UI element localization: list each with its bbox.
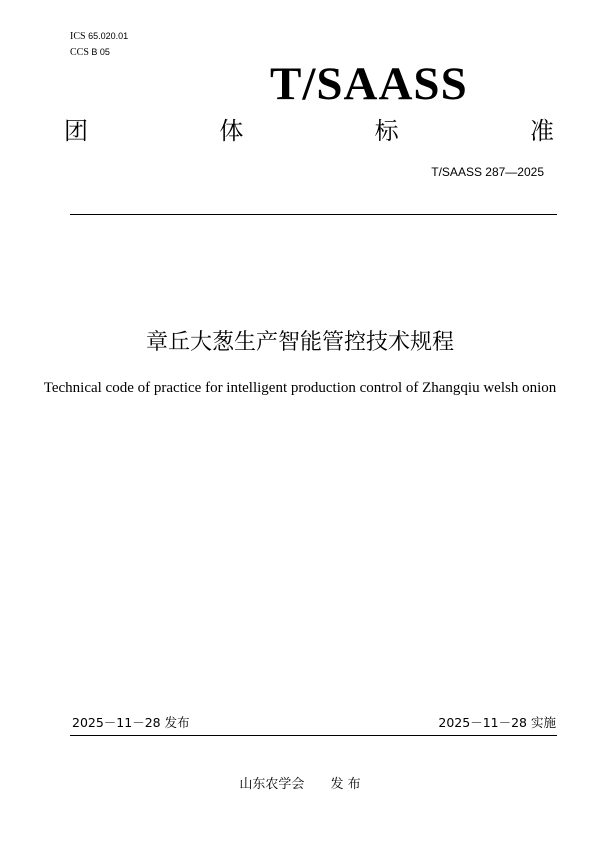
implement-date: 2025－11－28 实施: [438, 715, 556, 730]
ics-classification: [70, 30, 128, 43]
issuer-line: [0, 776, 600, 794]
ccs-classification: [70, 46, 110, 59]
document-title-chinese: 章丘大葱生产智能管控技术规程: [145, 330, 454, 355]
standard-type-heading: [64, 114, 554, 148]
standard-type-char: 准: [529, 117, 554, 145]
footer-divider: [70, 735, 557, 736]
ics-label: ICS: [70, 31, 86, 42]
standard-type-char: 体: [219, 117, 244, 145]
standard-type-char: 标: [374, 117, 399, 145]
issuer-name: 山东农学会: [239, 777, 305, 792]
publish-date: 2025－11－28 发布: [72, 715, 190, 730]
ics-code: 65.020.01: [88, 31, 129, 41]
organization-logo: T/SAASS: [270, 58, 468, 110]
ccs-code: B 05: [91, 47, 110, 57]
header-divider: [70, 214, 557, 215]
standard-number: T/SAASS 287—2025: [431, 165, 544, 179]
ccs-label: CCS: [70, 47, 89, 58]
issuer-action: 发 布: [330, 777, 361, 792]
document-title-english: Technical code of practice for intelligent production control of Zhangqiu welsh onion: [43, 380, 557, 396]
standard-type-char: 团: [64, 117, 88, 145]
